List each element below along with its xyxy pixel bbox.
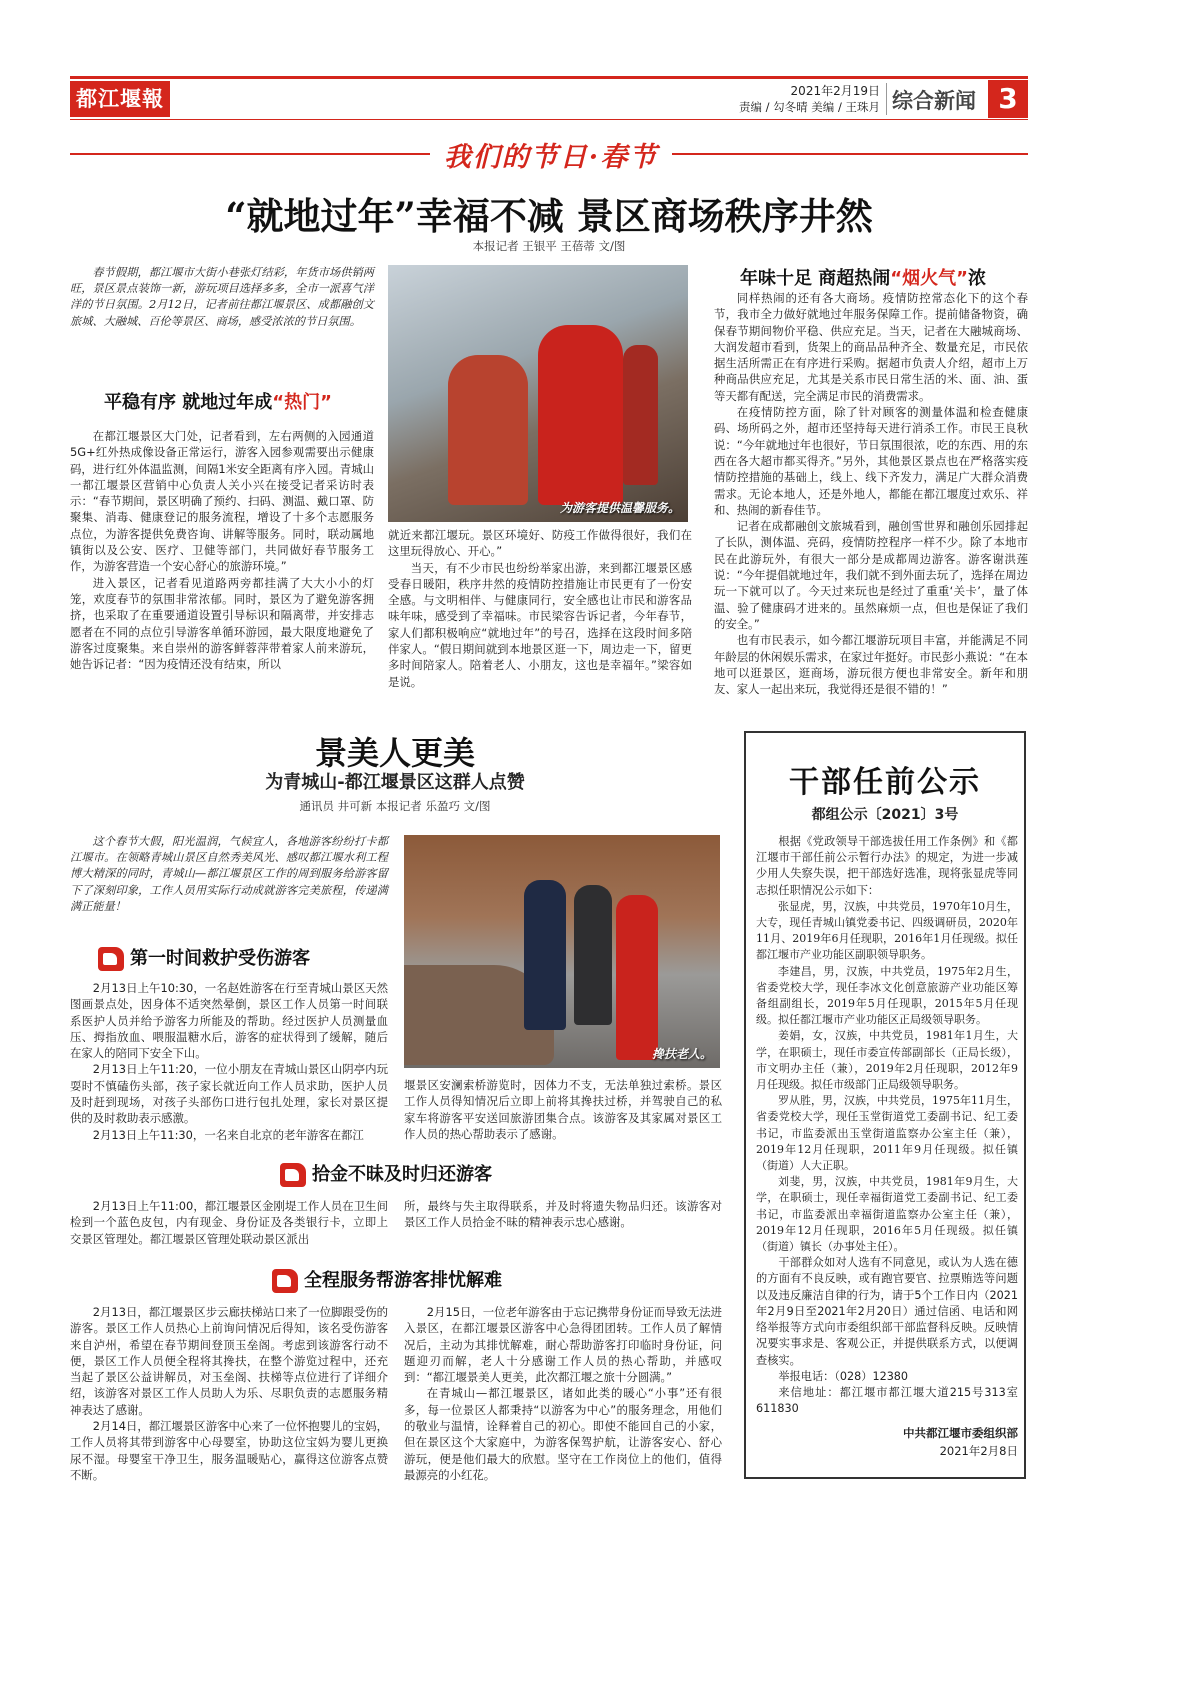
photo-figure [616,895,658,1060]
notice-address: 来信地址：都江堰市都江堰大道215号313室 611830 [756,1385,1018,1416]
notice-number: 都组公示〔2021〕3号 [811,807,959,823]
subhead-text: 年味十足 商超热闹 [740,268,891,289]
notice-closing: 干部群众如对人选有不同意见，或认为人选在德的方面有不良反映，或有跑官要官、拉票贿选等问题以及违反廉洁自律的行为，请于5个工作日内（2021年2月9日至2021年2月20日）通过信函、电话和网络举报等方式向市委组织部干部监督科反映。反映情况要实事求是、客观公正，并提供联系方式，以便调查核实。 [756,1256,1018,1367]
issue-editors: 责编 / 勾冬晴 美编 / 王珠月 [738,100,880,114]
lead-paragraph: 春节假期，都江堰市大街小巷张灯结彩，年货市场供销两旺，景区景点装饰一新，游玩项目选择多多，全市一派喜气洋洋的节日氛围。2月12日，记者前往都江堰景区、成都融创文旅城、大融城、百伦等景区、商场，感受浓浓的节日氛围。 [70,266,374,328]
masthead-rule-top [70,76,1028,79]
article2-s2-left [70,1198,388,1247]
photo-figure [524,880,566,1030]
article1-col2 [388,527,692,690]
body-paragraph: 2月13日，都江堰景区步云廊扶梯站口来了一位脚跟受伤的游客。景区工作人员热心上前询问情况后得知，该名受伤游客来自泸州，希望在春节期间登顶玉垒阁。考虑到该游客行动不便，景区工作人员便全程将其搀扶，在整个游览过程中，还充当起了景区公益讲解员，对玉垒阁、扶梯等点位进行了详细介绍，该游客对景区工作人员助人为乐、尽职负责的志愿服务精神表达了感谢。 [70,1305,388,1417]
article2-s2-right [404,1198,722,1231]
article1-byline: 本报记者 王银平 王蓓蒂 文/图 [472,239,626,253]
body-paragraph: 2月13日上午11:30，一名来自北京的老年游客在都江 [92,1127,364,1142]
section-title-text: 拾金不昧及时归还游客 [312,1164,492,1185]
article2-photo [404,835,720,1068]
page-number: 3 [988,80,1028,118]
body-paragraph: 在青城山—都江堰景区，诸如此类的暖心“小事”还有很多，每一位景区人都秉持“以游客为中心”的服务理念，用他们的敬业与温情，诠释着自己的初心。即使不能回自己的小家，但在景区这个大家庭中，为游客保驾护航，让游客安心、舒心游玩，便是他们最大的欣慰。坚守在工作岗位上的他们，值得最源亮的小红花。 [404,1386,722,1482]
banner-rule-right [672,153,1028,155]
body-paragraph: 所，最终与失主取得联系，并及时将遗失物品归还。该游客对景区工作人员拾金不昧的精神表示忠心感谢。 [404,1199,722,1230]
body-paragraph: 2月13日上午11:00，都江堰景区金刚堤工作人员在卫生间检到一个蓝色皮包，内有现金、身份证及各类银行卡，立即上交景区管理处。都江堰景区管理处联动景区派出 [70,1199,388,1246]
body-paragraph: 进入景区，记者看见道路两旁都挂满了大大小小的灯笼，欢度春节的氛围非常浓郁。同时，景区为了避免游客拥挤，也采取了在重要通道设置引导标识和隔离带，并安排志愿者在不同的点位引导游客单循环游园，最大限度地避免了游客过度聚集。来自崇州的游客鲜蓉萍带着家人前来游玩，她告诉记者：“因为疫情还没有结束，所以 [70,575,374,672]
article1-headline: “就地过年”幸福不减 景区商场秩序井然 [225,194,873,238]
body-paragraph: 在都江堰景区大门处，记者看到，左右两侧的入园通道5G+红外热成像设备正常运行，游客入园参观需要出示健康码，进行红外体温监测，间隔1米安全距离有序入园。青城山一都江堰景区营销中心负责人关小兴在接受记者采访时表示：“春节期间，景区明确了预约、扫码、测温、戴口罩、防聚集、消毒、健康登记的服务流程，增设了十多个志愿服务点位，为游客提供免费咨询、讲解等服务。同时，联动属地镇街以及公安、医疗、卫健等部门，共同做好春节服务工作，为游客营造一个安心舒心的旅游环境。” [70,429,374,574]
section-title-text: 第一时间救护受伤游客 [130,948,310,969]
body-paragraph: 在疫情防控方面，除了针对顾客的测量体温和检查健康码、场所码之外，超市还坚持每天进行消杀工作。市民王良秋说：“今年就地过年也很好，节日氛围很浓，吃的东西、用的东西在各大超市都买得齐。”另外，其他景区景点也在严格落实疫情防控措施的基础上，线上、线下齐发力，满足广大群众消费需求。无论本地人，还是外地人，都能在都江堰度过欢乐、祥和、热闹的新春佳节。 [714,405,1028,517]
body-paragraph: 2月14日，都江堰景区游客中心来了一位怀抱婴儿的宝妈，工作人员将其带到游客中心母婴室，协助这位宝妈为婴儿更换尿不湿。母婴室干净卫生，服务温暖贴心，赢得这位游客点赞不断。 [70,1419,388,1482]
article1-lead [70,265,374,330]
masthead-divider [886,83,887,115]
thumbs-up-icon [98,947,124,971]
festival-banner: 我们的节日·春节 [443,142,659,173]
body-paragraph: 也有市民表示，如今都江堰游玩项目丰富，并能满足不同年龄层的休闲娱乐需求，在家过年挺好。市民彭小燕说：“在本地可以逛景区，逛商场，游玩很方便也非常安全。新年和朋友、家人一起出来玩，我觉得还是很不错的！” [714,633,1028,697]
notice-body [756,834,1018,1459]
article1-subhead-2 [740,264,1030,290]
notice-phone: 举报电话：（028）12380 [778,1369,909,1383]
thumbs-up-icon [272,1269,298,1293]
article2-byline: 通讯员 井可新 本报记者 乐盈巧 文/图 [299,799,491,813]
notice-sign-date: 2021年2月8日 [939,1444,1018,1459]
notice-signature: 中共都江堰市委组织部 [903,1426,1018,1441]
masthead-logo: 都江堰報 [70,81,170,117]
article2-s3-right [404,1304,722,1483]
masthead-rule-bottom [70,119,1028,120]
photo-caption: 为游客提供温馨服务。 [559,501,680,515]
section-title-lost-found [280,1160,580,1187]
notice-person: 姜娟，女，汉族，中共党员，1981年1月生，大学，在职硕士，现任市委宣传部副部长（正局长级），市文明办主任（兼），2019年2月任现职，2012年9月任现级。拟任市级部门正局级领导职务。 [756,1029,1018,1092]
body-paragraph: 2月13日上午11:20，一位小朋友在青城山景区山阴亭内玩耍时不慎磕伤头部，孩子家长就近向工作人员求助，医护人员及时赶到现场，对孩子头部伤口进行包扎处理，家长对景区提供的及时救助表示感激。 [70,1062,388,1126]
notice-intro: 根据《党政领导干部选拔任用工作条例》和《都江堰市干部任前公示暂行办法》的规定，为进一步减少用人失察失误，把干部选好选准，现将张显虎等同志拟任职情况公示如下： [756,835,1018,897]
body-paragraph: 2月15日，一位老年游客由于忘记携带身份证而导致无法进入景区，在都江堰景区游客中心急得团团转。工作人员了解情况后，主动为其排忧解难，耐心帮助游客打印临时身份证，问题迎刃而解，老人十分感谢工作人员的热心帮助，并感叹到：“都江堰景美人更美，此次都江堰之旅十分圆满。” [404,1305,722,1385]
notice-person: 刘斐，男，汉族，中共党员，1981年9月生，大学，在职硕士，现任幸福街道党工委副书记、纪工委书记，市监委派出幸福街道监察办公室主任（兼），2019年12月任现职，2016年5月任现级。拟任镇（街道）镇长（办事处主任）。 [756,1175,1018,1254]
body-paragraph: 就近来都江堰玩。景区环境好、防疫工作做得很好，我们在这里玩得放心、开心。” [388,528,692,559]
article1-col1 [70,428,374,672]
section-title-text: 全程服务帮游客排忧解难 [304,1270,502,1291]
issue-date: 2021年2月19日 [790,84,880,98]
subhead-highlight: “烟火气” [890,268,968,289]
subhead-text: 浓 [967,268,986,289]
subhead-highlight: “热门” [272,392,332,413]
notice-person: 李建昌，男，汉族，中共党员，1975年2月生，省委党校大学，现任李冰文化创意旅游产业功能区筹备组副组长，2019年5月任现职，2015年5月任现级。拟任都江堰市产业功能区正局级领导职务。 [756,964,1018,1027]
body-paragraph: 2月13日上午10:30，一名赵姓游客在行至青城山景区天然图画景点处，因身体不适突然晕倒，景区工作人员第一时间联系医护人员并给予游客力所能及的帮助。经过医护人员测量血压、拇指放血、喂服温糖水后，游客的症状得到了缓解，随后在家人的陪同下安全下山。 [70,981,388,1061]
article2-s1-right [404,1077,722,1142]
photo-figure [538,325,623,505]
body-paragraph: 堰景区安澜索桥游览时，因体力不支，无法单独过索桥。景区工作人员得知情况后立即上前将其搀扶过桥，并驾驶自己的私家车将游客平安送回旅游团集合点。该游客及其家属对景区工作人员的热心帮助表示了感谢。 [404,1078,722,1141]
body-paragraph: 当天，有不少市民也纷纷举家出游，来到都江堰景区感受春日暖阳，秩序井然的疫情防控措施让市民更有了一份安全感。与文明相伴、与健康同行，安全感也让市民和游客品味年味，感受到了幸福味。市民梁容告诉记者，今年春节，家人们都积极响应“就地过年”的号召，选择在这段时间多陪伴家人。“假日期间就到本地景区逛一下，周边走一下，留更多时间陪家人。陪着老人、小朋友，这也是幸福年。”梁容如是说。 [388,560,692,689]
body-paragraph: 记者在成都融创文旅城看到，融创雪世界和融创乐园排起了长队，测体温、亮码，疫情防控程序一样不少。除了本地市民在此游玩外，有很大一部分是成都周边游客。游客谢洪莲说：“今年提倡就地过年，我们就不到外面去玩了，选择在周边玩一下就可以了。今天过来玩也是经过了重重‘关卡’，量了体温、验了健康码才进来的。虽然麻烦一点，但也是保证了我们的安全。” [714,519,1028,631]
thumbs-up-icon [280,1163,306,1187]
article1-col3 [714,290,1028,697]
article2-lead [70,834,388,915]
article1-photo [388,265,688,522]
photo-figure [623,345,658,485]
article2-s3-left [70,1304,388,1483]
notice-person: 张显虎，男，汉族，中共党员，1970年10月生，大专，现任青城山镇党委书记、四级调研员，2020年11月、2019年6月任现职，2016年1月任现级。拟任都江堰市产业功能区副职领导职务。 [756,899,1018,962]
article2-s1-left [70,980,388,1143]
photo-figure [448,355,528,505]
section-title-rescue [98,944,398,971]
section-name: 综合新闻 [892,89,976,113]
article2-subhead: 为青城山-都江堰景区这群人点赞 [265,772,525,793]
article2-headline: 景美人更美 [314,734,475,772]
subhead-text: 平稳有序 就地过年成 [104,392,273,413]
notice-title: 干部任前公示 [789,765,981,800]
article1-subhead-1 [104,388,374,414]
photo-figure [574,885,612,1025]
notice-person: 罗从胜，男，汉族，中共党员，1975年11月生，省委党校大学，现任玉堂街道党工委副书记、纪工委书记，市监委派出玉堂街道监察办公室主任（兼），2019年12月任现职，2011年9月任现级。拟任镇（街道）人大正职。 [756,1094,1018,1173]
lead-paragraph: 这个春节大假，阳光温润，气候宜人，各地游客纷纷打卡都江堰市。在领略青城山景区自然秀美风光、感叹都江堰水利工程博大精深的同时，青城山—都江堰景区工作的周到服务给游客留下了深刻印象，工作人员用实际行动成就游客完美旅程，传递满满正能量！ [70,835,388,913]
body-paragraph: 同样热闹的还有各大商场。疫情防控常态化下的这个春节，我市全力做好就地过年服务保障工作。提前储备物资，确保春节期间物价平稳、供应充足。当天，记者在大融城商场、大润发超市看到，货架上的商品品种齐全、数量充足，市民依据生活所需正在有序进行采购。据超市负责人介绍，超市上万种商品供应充足，尤其是关系市民日常生活的米、面、油、蛋等天都有配送，完全满足市民的消费需求。 [714,291,1028,403]
photo-caption: 搀扶老人。 [651,1047,712,1061]
section-title-full-service [272,1266,592,1293]
banner-rule-left [70,153,430,155]
